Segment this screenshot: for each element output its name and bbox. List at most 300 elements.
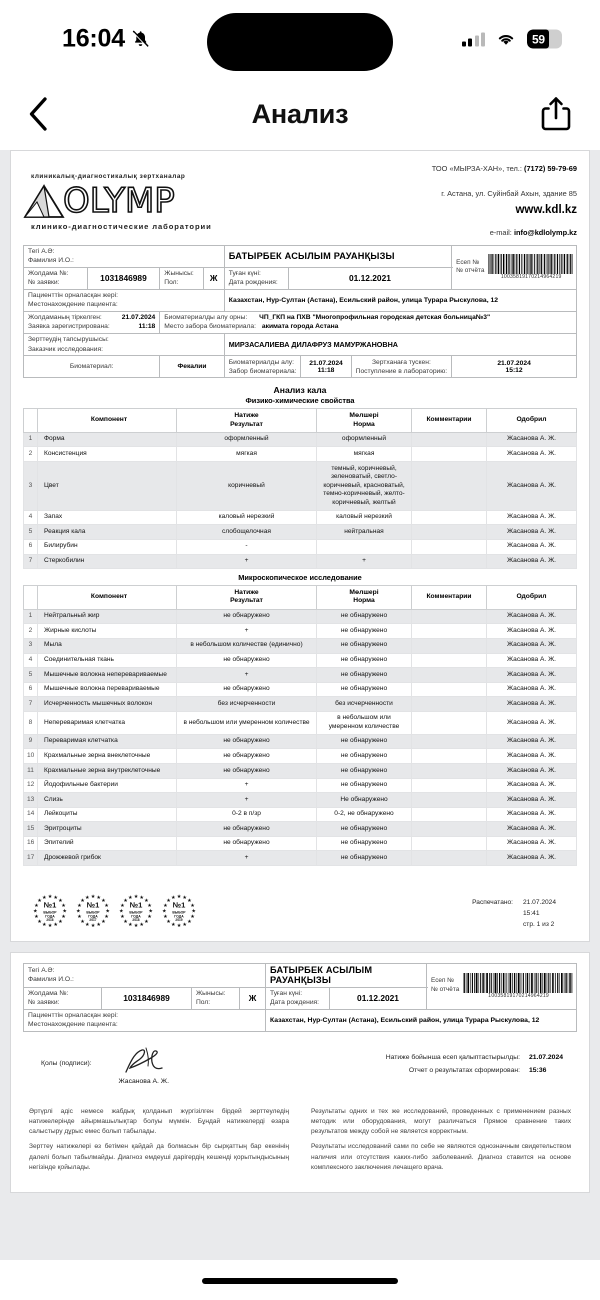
cell-norm: не обнаружено — [317, 836, 412, 851]
cell-comment — [412, 697, 487, 712]
cell-norm: нейтральная — [317, 525, 412, 540]
cell-component: Реакция кала — [38, 525, 177, 540]
olymp-logo — [23, 181, 273, 221]
cell-approved: Жасанова А. Ж. — [487, 609, 577, 624]
cell-no: 13 — [24, 793, 38, 808]
collection-place-line-ru — [164, 322, 572, 331]
svg-text:★: ★ — [77, 902, 82, 909]
cell-component: Билирубин — [38, 539, 177, 554]
taken-time: 11:18 — [317, 366, 335, 374]
svg-text:★: ★ — [118, 908, 124, 915]
microscopy-table — [23, 585, 577, 866]
cell-approved: Жасанова А. Ж. — [487, 807, 577, 822]
cell-approved: Жасанова А. Ж. — [487, 836, 577, 851]
cell-norm: не обнаружено — [317, 734, 412, 749]
cell-result: не обнаружено — [177, 764, 317, 779]
svg-text:★: ★ — [190, 902, 195, 909]
patient-name: БАТЫРБЕК АСЫЛЫМ РАУАНҚЫЗЫ — [224, 245, 451, 267]
cell-norm: мягкая — [317, 447, 412, 462]
table-row — [24, 778, 577, 793]
formed-label-ru: Отчет о результатах сформирован: — [408, 1066, 520, 1074]
cell-result: + — [177, 793, 317, 808]
table-row — [24, 554, 577, 569]
svg-text:★: ★ — [96, 894, 101, 901]
svg-text:★: ★ — [166, 898, 171, 905]
table-header-row — [24, 586, 577, 610]
report-page-2 — [10, 952, 590, 1194]
cell-comment — [412, 851, 487, 866]
cell-comment — [412, 653, 487, 668]
sex-label-ru: Пол: — [164, 279, 179, 287]
orderer-name: МИРЗАСАЛИЕВА ДИЛАФРУЗ МАМУРЖАНОВНА — [224, 333, 576, 355]
battery-icon — [527, 30, 562, 49]
table-row — [24, 793, 577, 808]
location-label-kz: Пациенттін орналасқан жері: — [28, 292, 118, 300]
cell-no: 3 — [24, 462, 38, 511]
col-comments: Комментарии — [412, 409, 487, 433]
svg-text:2016: 2016 — [46, 917, 54, 922]
svg-text:★: ★ — [128, 894, 133, 901]
cell-result: + — [177, 554, 317, 569]
cell-no: 6 — [24, 682, 38, 697]
document-scroll-area[interactable] — [0, 150, 600, 1260]
svg-text:★: ★ — [144, 898, 149, 905]
cell-approved: Жасанова А. Ж. — [487, 778, 577, 793]
svg-text:★: ★ — [147, 914, 152, 921]
formed-label-kz: Натиже бойынша есеп қалыптастырылды: — [385, 1053, 520, 1061]
registered-label-ru — [28, 322, 155, 331]
taken-date: 21.07.2024 — [309, 359, 343, 367]
cell-no: 1 — [24, 432, 38, 447]
svg-text:★: ★ — [85, 894, 90, 901]
cell-result: не обнаружено — [177, 609, 317, 624]
page-number-label: стр. 1 из 2 — [523, 920, 555, 928]
svg-text:★: ★ — [139, 922, 144, 929]
lab-email-line — [432, 227, 577, 238]
section-microscopy-title: Микроскопическое исследование — [238, 573, 362, 583]
location-label-kz: Пациенттін орналасқан жері: — [28, 1012, 118, 1020]
cell-component: Неперевaримая клетчатка — [38, 711, 177, 734]
clock-label: 16:04 — [62, 24, 125, 53]
award-badge-icon — [31, 892, 69, 930]
award-badge-icon — [117, 892, 155, 930]
collection-place-label-kz: Биоматериалды алу орны: — [164, 314, 248, 322]
home-indicator[interactable] — [202, 1278, 398, 1284]
received-label-ru: Поступление в лабораторию: — [355, 367, 448, 375]
cell-result: без исчерченности — [177, 697, 317, 712]
navigation-bar — [0, 78, 600, 150]
svg-text:ГОДА: ГОДА — [45, 914, 55, 919]
cell-no: 4 — [24, 510, 38, 525]
col-no — [24, 586, 38, 610]
wifi-icon — [496, 32, 516, 47]
svg-text:★: ★ — [176, 923, 182, 930]
lab-website[interactable]: www.kdl.kz — [515, 204, 577, 217]
page1-footer — [23, 892, 577, 935]
biomaterial-label: Биоматериал: — [24, 356, 160, 378]
collection-place-2: акимата города Астана — [261, 323, 339, 331]
svg-text:★: ★ — [32, 908, 38, 915]
orderer-label-ru: Заказчик исследования: — [28, 345, 103, 353]
collection-place-line-kz — [164, 313, 572, 322]
col-component: Компонент — [38, 409, 177, 433]
cell-approved: Жасанова А. Ж. — [487, 624, 577, 639]
cell-component: Стеркобилин — [38, 554, 177, 569]
svg-text:★: ★ — [58, 918, 63, 925]
sex-label-kz: Жынысы: — [164, 270, 194, 278]
cell-approved: Жасанова А. Ж. — [487, 822, 577, 837]
report-page-1 — [10, 150, 590, 942]
svg-text:★: ★ — [105, 908, 111, 915]
svg-text:№1: №1 — [129, 900, 143, 910]
svg-text:★: ★ — [90, 893, 96, 900]
cell-component: Слизь — [38, 793, 177, 808]
patient-sex: Ж — [203, 267, 224, 289]
cell-norm: + — [317, 554, 412, 569]
company-phone: (7172) 59-79-69 — [523, 164, 577, 173]
cell-component: Дрожжевой грибок — [38, 851, 177, 866]
cell-no: 3 — [24, 638, 38, 653]
cell-no: 7 — [24, 697, 38, 712]
svg-text:★: ★ — [58, 898, 63, 905]
status-bar — [0, 0, 600, 78]
patient-location: Казахстан, Нур-Султан (Астана), Есильский район, улица Турара Рыскулова, 12 — [224, 289, 576, 311]
col-approved: Одобрил — [487, 409, 577, 433]
cell-no: 10 — [24, 749, 38, 764]
cell-no: 8 — [24, 711, 38, 734]
back-button[interactable] — [18, 94, 58, 134]
cell-component: Крахмальные зерна внеклеточные — [38, 749, 177, 764]
table-row — [24, 711, 577, 734]
patient-info-table — [23, 245, 577, 379]
cell-comment — [412, 822, 487, 837]
lab-email[interactable]: info@kdlolymp.kz — [513, 228, 577, 238]
disclaimer-ru-1: Результаты одних и тех же исследований, проведенных с применением разных методик или оборудования, могут различаться Прямое сравнение таких результатов между собой не является корректным. — [311, 1107, 571, 1136]
col-norm — [317, 409, 412, 433]
col-result-ru: Результат — [230, 597, 263, 605]
cell-no: 16 — [24, 836, 38, 851]
lab-contact-block — [432, 161, 577, 239]
request-number: 1031846989 — [102, 987, 192, 1009]
cell-no: 2 — [24, 624, 38, 639]
cell-component: Переваримая клетчатка — [38, 734, 177, 749]
patient-info-table-page2 — [23, 963, 577, 1032]
name-label-ru: Фамилия И.О.: — [28, 257, 74, 265]
report-barcode-cell — [452, 245, 577, 289]
col-result-kz: Натиже — [234, 412, 259, 420]
printed-time: 15:41 — [523, 909, 540, 917]
cell-approved: Жасанова А. Ж. — [487, 525, 577, 540]
svg-text:★: ★ — [176, 893, 182, 900]
svg-text:2018: 2018 — [132, 917, 140, 922]
cell-approved: Жасанова А. Ж. — [487, 510, 577, 525]
award-badge-icon — [160, 892, 198, 930]
patient-name-row — [24, 963, 577, 987]
share-button[interactable] — [538, 94, 574, 134]
barcode-number: 10035819170214964219 — [488, 993, 549, 1000]
report-no-label-kz: Есеп № — [456, 258, 480, 266]
cell-comment — [412, 682, 487, 697]
svg-text:★: ★ — [133, 923, 139, 930]
cell-result: не обнаружено — [177, 682, 317, 697]
logo-tagline-ru: клинико-диагностические лаборатории — [31, 222, 212, 231]
print-info — [472, 892, 571, 931]
cell-norm: каловый нерезкий — [317, 510, 412, 525]
cell-comment — [412, 462, 487, 511]
signature-left — [27, 1046, 170, 1085]
cell-comment — [412, 836, 487, 851]
svg-text:★: ★ — [34, 914, 39, 921]
cell-result: не обнаружено — [177, 734, 317, 749]
physico-chemical-table — [23, 408, 577, 569]
cell-result: не обнаружено — [177, 822, 317, 837]
cell-result: - — [177, 539, 317, 554]
printed-date: 21.07.2024 — [523, 898, 557, 906]
svg-text:★: ★ — [47, 923, 53, 930]
email-label: e-mail: — [489, 228, 512, 238]
cell-approved: Жасанова А. Ж. — [487, 793, 577, 808]
col-result-ru: Результат — [230, 420, 263, 428]
disclaimer-ru — [311, 1107, 571, 1178]
svg-text:★: ★ — [37, 898, 42, 905]
svg-text:2019: 2019 — [175, 917, 183, 922]
svg-text:★: ★ — [171, 894, 176, 901]
cell-result: + — [177, 624, 317, 639]
olymp-wordmark — [63, 181, 175, 221]
request-label-ru: № заявки: — [28, 279, 60, 287]
cell-component: Мыла — [38, 638, 177, 653]
cell-no: 5 — [24, 525, 38, 540]
svg-text:★: ★ — [53, 894, 58, 901]
svg-text:★: ★ — [77, 914, 82, 921]
cell-comment — [412, 447, 487, 462]
svg-text:★: ★ — [120, 914, 125, 921]
received-label-kz: Зертханаға тускен: — [371, 358, 431, 366]
svg-text:★: ★ — [53, 922, 58, 929]
biomaterial-value: Фекалии — [160, 356, 224, 378]
svg-text:★: ★ — [34, 902, 39, 909]
cell-no: 9 — [24, 734, 38, 749]
company-name: ТОО «МЫРЗА-ХАН», тел.: — [431, 164, 522, 173]
cell-component: Форма — [38, 432, 177, 447]
col-approved: Одобрил — [487, 586, 577, 610]
svg-text:★: ★ — [191, 908, 197, 915]
birth-label-kz: Туған күні: — [228, 270, 261, 278]
svg-text:★: ★ — [163, 914, 168, 921]
col-component: Компонент — [38, 586, 177, 610]
svg-text:★: ★ — [101, 898, 106, 905]
cell-result: каловый нерезкий — [177, 510, 317, 525]
cell-norm: не обнаружено — [317, 624, 412, 639]
chevron-left-icon — [28, 97, 48, 131]
cell-component: Эритроциты — [38, 822, 177, 837]
orderer-label-kz: Зерттеудің тапсырушысы: — [28, 336, 109, 344]
disclaimer-kz-2: Зерттеу натижелері өз бетімен қайдай да болмасын бір сырқаттың бар екенінің далелі болып табылмайды. Диагноз емдеуші дарігердің кешенді қорытындысының негізінде қойылады. — [29, 1143, 289, 1171]
cell-comment — [412, 432, 487, 447]
cell-norm: не обнаружено — [317, 778, 412, 793]
cell-no: 2 — [24, 447, 38, 462]
svg-text:★: ★ — [42, 922, 47, 929]
cell-component: Жирные кислоты — [38, 624, 177, 639]
battery-percent-label: 59 — [532, 32, 545, 46]
table-row — [24, 539, 577, 554]
svg-text:★: ★ — [166, 918, 171, 925]
birth-label-kz: Туған күні: — [270, 990, 303, 998]
report-no-label-ru: № отчёта — [431, 986, 460, 994]
cell-result: в небольшом или умеренном количестве — [177, 711, 317, 734]
status-bar-left — [62, 25, 150, 54]
cell-no: 1 — [24, 609, 38, 624]
patient-name: БАТЫРБЕК АСЫЛЫМ РАУАНҚЫЗЫ — [266, 963, 427, 987]
disclaimer-kz-1: Әртүрлі адіс немесе жабдық қолданып жүргізілген бірдей зерттеуледің натижелерінде айырмашылықтар болуы мүмкін. Бұндай натижелерді өзара салыстыру дұрыс емес болып табылады. — [29, 1107, 289, 1136]
name-label-kz: Тегі А.Ә: — [28, 967, 55, 975]
cell-result: + — [177, 668, 317, 683]
cell-no: 11 — [24, 764, 38, 779]
svg-text:★: ★ — [104, 902, 109, 909]
cell-norm: оформленный — [317, 432, 412, 447]
disclaimer-ru-2: Результаты исследований сами по себе не являются однозначным свидетельством наличия или отсутствия каких-либо заболеваний. Диагноз ставится на основе комплексного заключения лечащего врача. — [311, 1143, 571, 1171]
svg-text:★: ★ — [85, 922, 90, 929]
cell-component: Мышечные волокна перевариваемые — [38, 682, 177, 697]
svg-text:★: ★ — [171, 922, 176, 929]
registered-ru-text: Заявка зарегистрирована: — [28, 323, 110, 331]
table-row — [24, 851, 577, 866]
registered-time: 11:18 — [138, 323, 156, 331]
cell-norm: не обнаружено — [317, 851, 412, 866]
microscopy-body — [24, 609, 577, 865]
col-result — [177, 586, 317, 610]
col-norm-kz: Мөлшері — [349, 589, 379, 597]
cell-result: не обнаружено — [177, 749, 317, 764]
cell-approved: Жасанова А. Ж. — [487, 554, 577, 569]
svg-text:★: ★ — [90, 923, 96, 930]
cell-comment — [412, 525, 487, 540]
col-result-kz: Натиже — [234, 589, 259, 597]
received-date: 21.07.2024 — [497, 359, 531, 367]
svg-text:★: ★ — [190, 914, 195, 921]
svg-text:★: ★ — [37, 918, 42, 925]
col-result — [177, 409, 317, 433]
table-row — [24, 432, 577, 447]
share-icon — [541, 96, 571, 132]
cell-no: 7 — [24, 554, 38, 569]
col-no — [24, 409, 38, 433]
cell-approved: Жасанова А. Ж. — [487, 764, 577, 779]
cell-no: 6 — [24, 539, 38, 554]
birth-label-ru: Дата рождения: — [270, 999, 320, 1007]
cell-component: Цвет — [38, 462, 177, 511]
cell-approved: Жасанова А. Ж. — [487, 851, 577, 866]
col-norm — [317, 586, 412, 610]
company-line — [432, 163, 577, 174]
table-row — [24, 525, 577, 540]
location-label-ru: Местонахождение пациента: — [28, 1021, 118, 1029]
svg-text:★: ★ — [61, 902, 66, 909]
svg-text:★: ★ — [80, 918, 85, 925]
cell-comment — [412, 734, 487, 749]
cell-component: Крахмальные зерна внутреклеточные — [38, 764, 177, 779]
cell-component: Нейтральный жир — [38, 609, 177, 624]
page-title: Анализ — [251, 98, 349, 129]
patient-location-row — [24, 289, 577, 311]
svg-text:★: ★ — [104, 914, 109, 921]
taken-label-kz: Биоматериалды алу: — [228, 358, 294, 366]
table-row — [24, 764, 577, 779]
cell-no: 4 — [24, 653, 38, 668]
sex-label-ru: Пол: — [196, 999, 211, 1007]
report-formed-block — [386, 1046, 573, 1078]
svg-text:★: ★ — [75, 908, 81, 915]
col-norm-ru: Норма — [353, 420, 375, 428]
svg-text:★: ★ — [161, 908, 167, 915]
registered-date: 21.07.2024 — [121, 314, 156, 322]
svg-text:ВЫБОР: ВЫБОР — [86, 910, 100, 915]
sex-label-kz: Жынысы: — [196, 990, 226, 998]
printed-label: Распечатано: — [472, 898, 513, 906]
table-row — [24, 807, 577, 822]
cell-comment — [412, 624, 487, 639]
col-norm-ru: Норма — [353, 597, 375, 605]
cell-result: слобощелочная — [177, 525, 317, 540]
cell-approved: Жасанова А. Ж. — [487, 638, 577, 653]
cell-no: 14 — [24, 807, 38, 822]
cell-approved: Жасанова А. Ж. — [487, 462, 577, 511]
col-norm-kz: Мөлшері — [349, 412, 379, 420]
cell-approved: Жасанова А. Ж. — [487, 432, 577, 447]
cell-result: не обнаружено — [177, 653, 317, 668]
cell-no: 12 — [24, 778, 38, 793]
request-label-ru: № заявки: — [28, 999, 60, 1007]
signature-label: Қолы (подписи): — [41, 1059, 92, 1067]
cell-component: Исчерченность мышечных волокон — [38, 697, 177, 712]
cell-approved: Жасанова А. Ж. — [487, 668, 577, 683]
cell-comment — [412, 749, 487, 764]
svg-text:№1: №1 — [172, 900, 186, 910]
cell-result: оформленный — [177, 432, 317, 447]
registered-label-kz — [28, 313, 155, 322]
request-label-kz: Жолдама №: — [28, 270, 69, 278]
letterhead — [23, 161, 577, 239]
cell-norm: в небольшом или умеренном количестве — [317, 711, 412, 734]
cell-result: + — [177, 851, 317, 866]
cell-component: Эпителий — [38, 836, 177, 851]
svg-text:★: ★ — [148, 908, 154, 915]
cell-norm — [317, 539, 412, 554]
report-barcode-cell — [427, 963, 577, 1009]
svg-text:★: ★ — [80, 898, 85, 905]
cellular-signal-icon — [462, 32, 486, 46]
cell-no: 15 — [24, 822, 38, 837]
olymp-wordmark-text: OLYMP — [63, 181, 175, 221]
section-physico-chemical-title: Физико-химические свойства — [245, 396, 355, 406]
cell-norm: 0-2, не обнаружено — [317, 807, 412, 822]
svg-text:★: ★ — [182, 922, 187, 929]
svg-text:2017: 2017 — [89, 917, 97, 922]
svg-text:ВЫБОР: ВЫБОР — [43, 910, 57, 915]
birth-label-ru: Дата рождения: — [228, 279, 278, 287]
cell-comment — [412, 711, 487, 734]
award-badge-icon — [74, 892, 112, 930]
lab-logo-block — [23, 161, 273, 231]
signatory-name: Жасанова А. Ж. — [118, 1077, 169, 1085]
table-row — [24, 682, 577, 697]
handwritten-signature-icon — [118, 1046, 170, 1076]
cell-comment — [412, 793, 487, 808]
cell-norm: не обнаружено — [317, 609, 412, 624]
cell-comment — [412, 554, 487, 569]
patient-location: Казахстан, Нур-Султан (Астана), Есильский район, улица Турара Рыскулова, 12 — [266, 1009, 577, 1031]
svg-text:★: ★ — [62, 908, 68, 915]
